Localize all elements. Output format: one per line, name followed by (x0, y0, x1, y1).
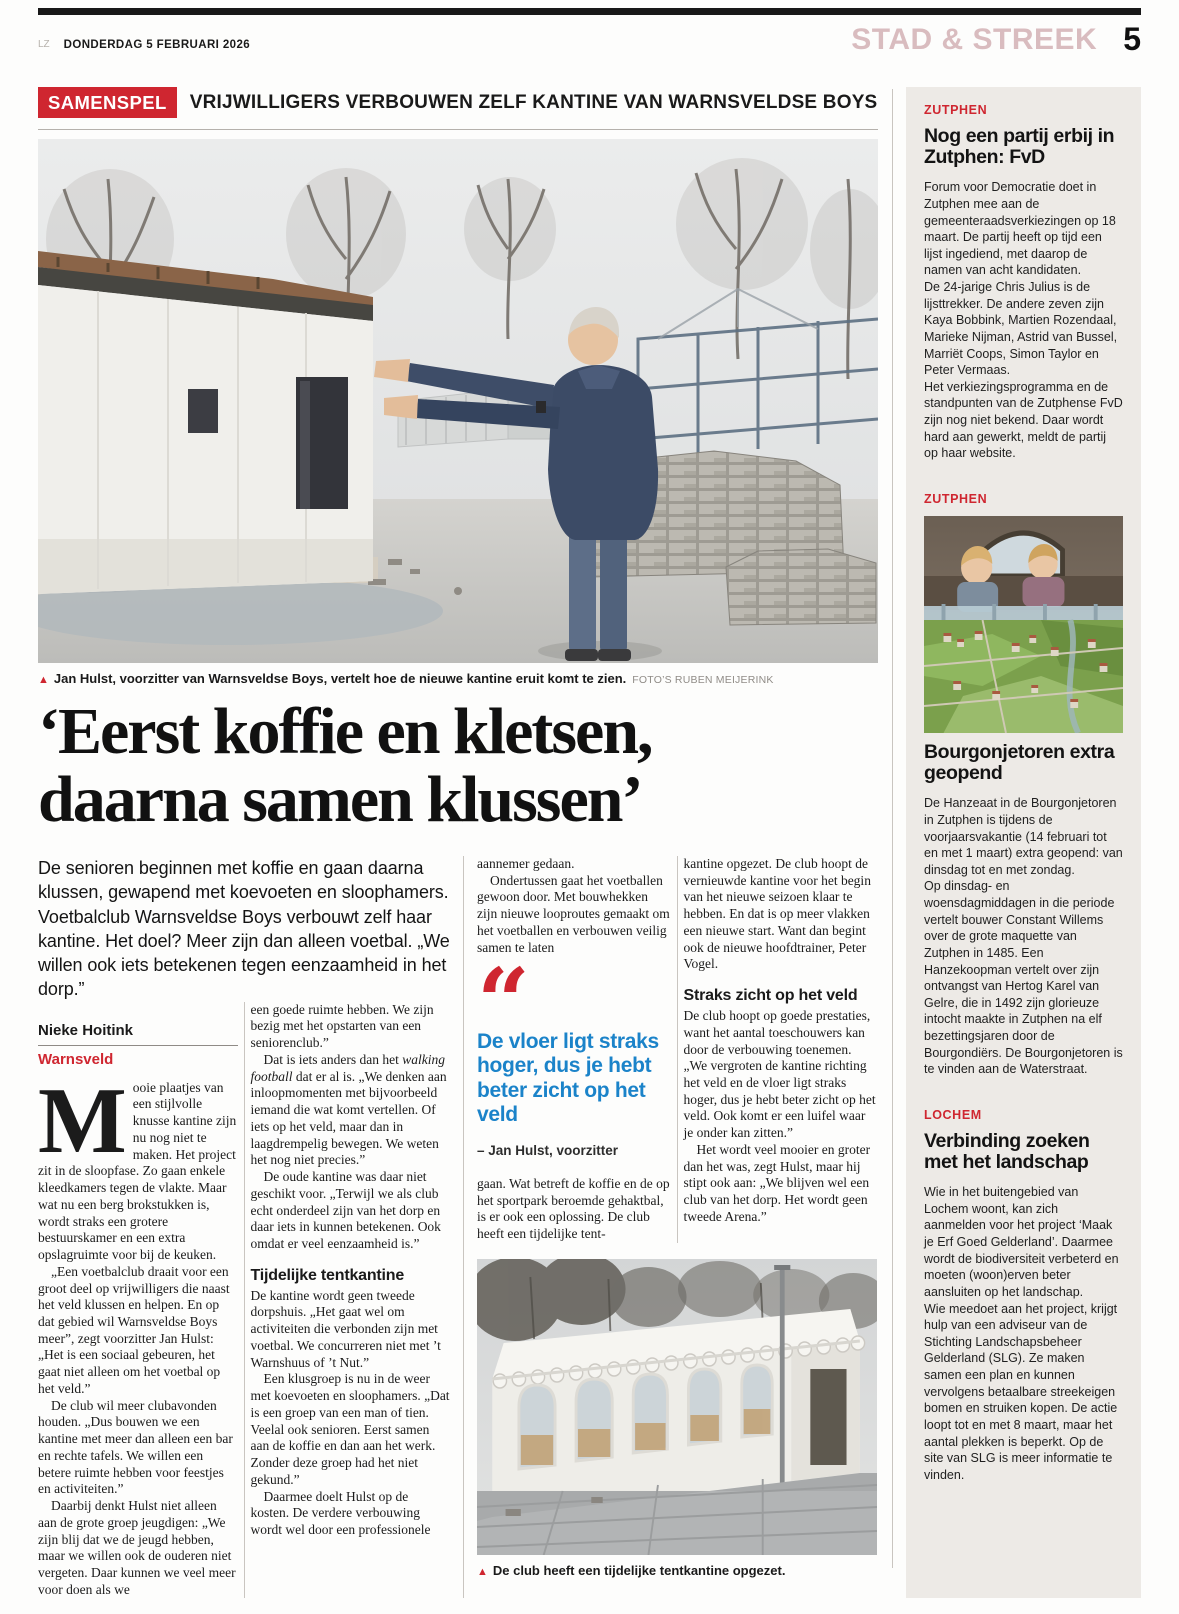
columns-1-2 (38, 856, 450, 1599)
top-rule (38, 8, 1141, 15)
body-paragraph: De oude kantine was daar niet geschikt voor. „Terwijl we als club echt onderdeel zijn van het dorp en daar iets in kunnen betekenen. Ook omdat er veel eenzaamheid is.” (250, 1169, 441, 1251)
body-paragraph: kantine opgezet. De club hoopt de vernieuwde kantine voor het begin van het nieuwe seizoen klaar te hebben. En dat is op meer vlakken een nieuwe start. Want dan begint ook de nieuwe hoofdtrainer, Peter Vogel. (683, 855, 871, 972)
main-photo (38, 139, 878, 663)
standfirst: De senioren beginnen met koffie en gaan daarna klussen, gewapend met koevoeten en sloophamers. Voetbalclub Warnsveldse Boys verbouwt zelf haar kantine. Het doel? Meer zijn dan alleen voetbal. „We willen ook iets betekenen tegen eenzaamheid in het dorp.” (38, 857, 450, 1000)
body-paragraph: De club wil meer clubavonden houden. „Dus bouwen we een kantine met meer dan alleen een bar en rechte tafels. We willen een betere ruimte hebben voor feestjes en activiteiten.” (38, 1397, 233, 1497)
paragraph-text: dat er al is. „We denken aan inloopmomenten met bijvoorbeeld iemand die wat komt vertellen. Of iets op het veld, maar dan in laagdrempelig bewegen. We weten het nog niet precies.” (250, 1068, 447, 1168)
caption-text: Jan Hulst, voorzitter van Warnsveldse Boys, vertelt hoe de nieuwe kantine eruit komt te zien. (53, 671, 627, 686)
sidebar-paragraph: Wie in het buitengebied van Lochem woont, kan zich aanmelden voor het project ‘Maak je Erf Goed Gelderland’. Daarmee wordt de biodiversiteit verbeterd en moeten (woon)erven beter aansluiten op het landschap. (924, 1185, 1119, 1299)
photo-credit: FOTO’S RUBEN MEIJERINK (632, 674, 774, 686)
headline-line-1: ‘Eerst koffie en kletsen, (38, 695, 652, 768)
sidebar-kicker: ZUTPHEN (924, 491, 988, 506)
body-paragraph: Ondertussen gaat het voetballen gewoon door. Met bouwhekken zijn nieuwe looproutes gemaakt om het voetballen en verbouwen veilig samen te laten (477, 872, 670, 955)
sidebar-paragraph: Op dinsdag- en woensdagmiddagen in die periode vertelt bouwer Constant Willems over de grote maquette van Zutphen in 1485. Een Hanzekoopman vertelt over zijn ontvangst van Hertog Karel van Gelre, die in 1492 zijn glorieuze intocht maakte in Zutphen na elf bezettingsjaren door de Bourgondiërs. De Bourgonjetoren is te vinden aan de Waterstraat. (924, 879, 1123, 1077)
pull-quote-text: De vloer ligt straks hoger, dus je hebt beter zicht op het veld (477, 1030, 659, 1126)
kicker-row (38, 87, 878, 130)
drop-cap: M (38, 1068, 124, 1173)
subhead-tentkantine: Tijdelijke tentkantine (250, 1266, 405, 1284)
caption-arrow-icon: ▲ (38, 674, 49, 686)
sidebar-paragraph: De Hanzeaat in de Bourgonjetoren in Zutphen is tijdens de voorjaarsvakantie (14 februari tot en met 1 maart) extra geopend: van dinsdag tot en met zondag. (924, 796, 1123, 877)
sidebar-article-lochem (924, 1108, 1123, 1484)
body-column-3 (477, 856, 671, 1243)
pull-quote (477, 948, 671, 1158)
sidebar-divider (892, 89, 893, 1568)
body-paragraph: Daarmee doelt Hulst op de kosten. De verdere verbouwing wordt wel door een professionele (250, 1488, 431, 1538)
article-headline (38, 695, 878, 836)
sidebar-article-title: Verbinding zoeken met het landschap (924, 1129, 1090, 1173)
column-rule (463, 856, 464, 1599)
quote-icon: “ (477, 948, 524, 1057)
dateline: Warnsveld (38, 1050, 114, 1068)
paragraph-text: Dat is iets anders dan het (263, 1051, 403, 1067)
maquette-photo (924, 516, 1123, 733)
sidebar-article-title: Nog een partij erbij in Zutphen: FvD (924, 125, 1115, 168)
page-header (38, 15, 1141, 59)
tent-photo (477, 1259, 877, 1555)
sidebar-paragraph: De 24-jarige Chris Julius is de lijsttrekker. De andere zeven zijn Kaya Bobbink, Martien Rozendaal, Marieke Nijman, Astrid van Bussel, Marriët Coops, Simon Taylor en Peter Vermaas. (924, 280, 1118, 378)
body-paragraph: De kantine wordt geen tweede dorpshuis. „Het gaat wel om activiteiten die verbonden zijn met voetbal. We concurreren niet met ’t Warnshuus of ’t Nut.” (250, 1287, 441, 1370)
sidebar-paragraph: Forum voor Democratie doet in Zutphen mee aan de gemeenteraadsverkiezingen op 18 maart. De partij heeft op tijd een lijst ingediend, met daarop de namen van acht kandidaten. (924, 180, 1116, 278)
sidebar-kicker: LOCHEM (924, 1107, 982, 1122)
body-paragraph: Daarbij denkt Hulst niet alleen aan de grote groep jeugdigen: „We zijn blij dat we de jeugd hebben, maar we willen ook de ouderen niet vergeten. Daar kunnen we veel meer voor doen als we (38, 1498, 236, 1597)
tent-photo-caption (477, 1563, 877, 1578)
body-column-1 (38, 1002, 238, 1599)
body-paragraph: aannemer gedaan. (477, 855, 575, 871)
kicker-headline: VRIJWILLIGERS VERBOUWEN ZELF KANTINE VAN WARNSVELDSE BOYS (189, 91, 878, 113)
body-column-4 (684, 856, 878, 1243)
sidebar-paragraph: Het verkiezingsprogramma en de standpunten van de Zutphense FvD zijn nog niet bekend. Daar wordt hard aan gewerkt, meldt de partij op haar website. (924, 379, 1123, 461)
column-rule (677, 856, 678, 1243)
body-paragraph: een goede ruimte hebben. We zijn bezig met het opstarten van een seniorenclub.” (250, 1001, 434, 1051)
subhead-zicht: Straks zicht op het veld (683, 987, 858, 1005)
page-date: DONDERDAG 5 FEBRUARI 2026 (63, 39, 251, 51)
main-article (38, 87, 878, 1598)
edition-code: LZ (38, 39, 50, 50)
sidebar-kicker: ZUTPHEN (924, 103, 988, 117)
caption-text: De club heeft een tijdelijke tentkantine opgezet. (492, 1562, 786, 1578)
sidebar-article-bourgonjetoren (924, 492, 1123, 1078)
column-rule (244, 1002, 245, 1599)
sidebar-article-title: Bourgonjetoren extra geopend (924, 740, 1115, 784)
sidebar-article-fvd (924, 103, 1123, 462)
body-paragraph: Een klusgroep is nu in de weer met koevoeten en sloophamers. „Dat is een groep van een man of tien. Veelal ook senioren. Eerst samen aan de koffie en dan aan het werk. Zonder deze groep had het niet gekund.” (250, 1371, 450, 1487)
byline: Nieke Hoitink (38, 1022, 238, 1046)
page-number: 5 (1123, 21, 1141, 57)
kicker-badge: SAMENSPEL (38, 87, 177, 118)
body-paragraph (38, 1068, 238, 1264)
body-paragraph: Het wordt veel mooier en groter dan het was, zegt Hulst, maar hij stipt ook aan: „We blijven wel een club van het dorp. Het wordt geen tweede Arena.” (683, 1141, 871, 1224)
body-paragraph: De club hoopt op goede prestaties, want het aantal toeschouwers kan door de verbouwing toenemen. „We vergroten de kantine richting het veld en de vloer ligt straks hoger, dus je hebt beter zicht op het veld. Ook komt er een luifel waar je onder kan zitten.” (683, 1008, 876, 1141)
headline-line-2: daarna samen klussen’ (38, 762, 642, 836)
sidebar-paragraph: Wie meedoet aan het project, krijgt hulp van een adviseur van de Stichting Landschapsbeheer Gelderland (SLG). Ze maken samen een plan en kunnen vervolgens betaalbare streekeigen bomen en struiken kopen. De actie loopt tot en met 8 maart, maar het aantal plekken is beperkt. Op de site van SLG is meer informatie te vinden. (924, 1301, 1118, 1482)
section-title: STAD & STREEK (851, 23, 1098, 56)
body-column-2 (251, 1002, 451, 1599)
body-paragraph: „Een voetbalclub draait voor een groot deel op vrijwilligers die naast het veld klussen en helpen. En op dat gebied wil Warnsveldse Boys meer”, zegt voorzitter Jan Hulst: „Het is een sociaal gebeuren, het gaat niet alleen om het voetbal op het veld.” (38, 1263, 230, 1396)
columns-3-4 (477, 856, 877, 1599)
italic-term: walking football (250, 1051, 445, 1084)
main-photo-caption (38, 671, 878, 686)
paragraph-text: ooie plaatjes van een stijlvolle knusse kantine zijn nu nog niet te maken. Het project zit in de sloopfase. Zo gaan enkele kleedkamers tegen de vlakte. Maar wat nu een berg brokstukken is, wordt straks een grotere bestuurskamer en een extra opslagruimte voor bij de keuken. (38, 1079, 237, 1263)
pull-quote-attribution: – Jan Hulst, voorzitter (477, 1142, 619, 1158)
body-paragraph: gaan. Wat betreft de koffie en de op het sportpark beroemde gehaktbal, is er ook een oplossing. De club heeft een tijdelijke tent- (477, 1175, 670, 1242)
sidebar (906, 87, 1141, 1598)
caption-arrow-icon: ▲ (477, 1565, 488, 1578)
body-paragraph (251, 1052, 451, 1169)
